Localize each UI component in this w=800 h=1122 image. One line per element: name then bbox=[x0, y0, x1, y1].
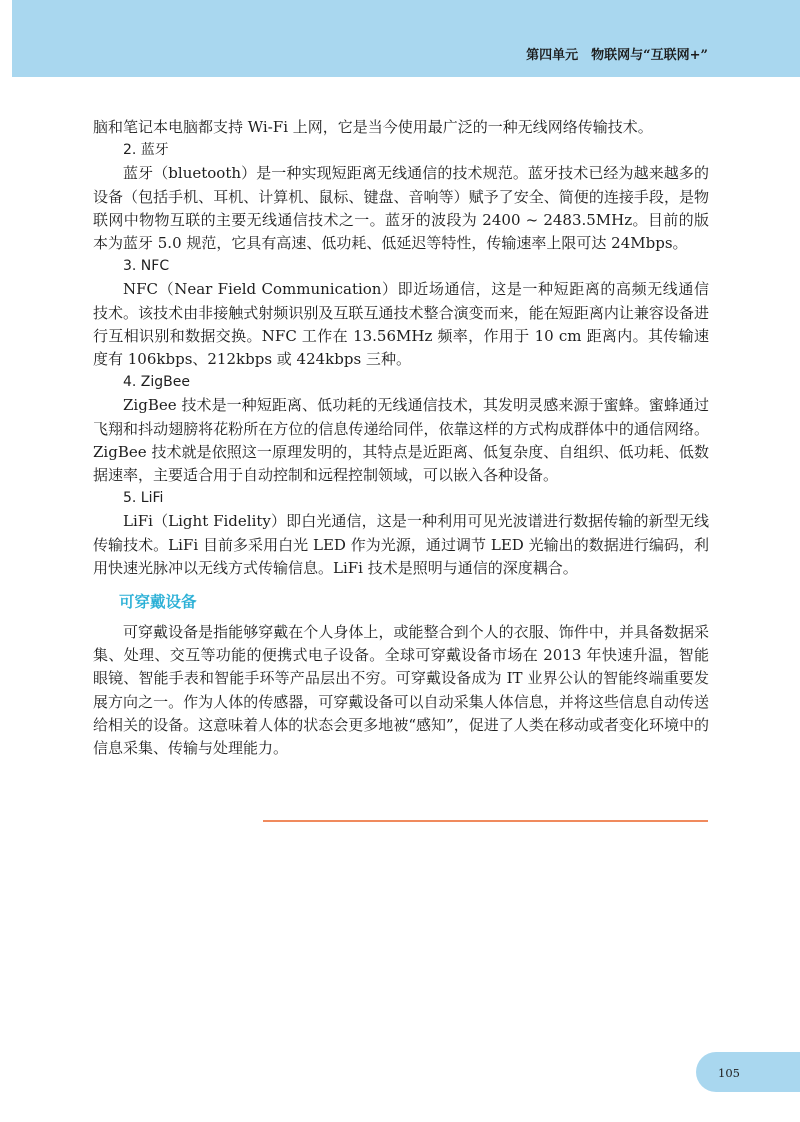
zigbee-paragraph: ZigBee 技术是一种短距离、低功耗的无线通信技术，其发明灵感来源于蜜蜂。蜜蜂通过飞翔和抖动翅膀将花粉所在方位的信息传递给同伴，依靠这样的方式构成群体中的通信网络。ZigBee 技术就是依照这一原理发明的，其特点是近距离、低复杂度、自组织、低功耗、低数据速率，主要适合用于自动控制和远程控制领域，可以嵌入各种设备。 bbox=[93, 396, 709, 485]
page-number-tab bbox=[696, 1052, 800, 1092]
page-number: 105 bbox=[718, 1066, 740, 1080]
wearable-paragraph: 可穿戴设备是指能够穿戴在个人身体上，或能整合到个人的衣服、饰件中，并具备数据采集、处理、交互等功能的便携式电子设备。全球可穿戴设备市场在 2013 年快速升温，智能眼镜、智能手表和智能手环等产品层出不穷。可穿戴设备成为 IT 业界公认的智能终端重要发展方向之一。作为人体的传感器，可穿戴设备可以自动采集人体信息，并将这些信息自动传送给相关的设备。这意味着人体的状态会更多地被“感知”，促进了人类在移动或者变化环境中的信息采集、传输与处理能力。 bbox=[93, 623, 709, 758]
zigbee-heading: 4. ZigBee bbox=[123, 374, 191, 391]
page-content bbox=[93, 116, 709, 760]
bluetooth-paragraph: 蓝牙（bluetooth）是一种实现短距离无线通信的技术规范。蓝牙技术已经为越来越多的设备（包括手机、耳机、计算机、鼠标、键盘、音响等）赋予了安全、简便的连接手段，是物联网中物物互联的主要无线通信技术之一。蓝牙的波段为 2400 ~ 2483.5MHz。目前的版本为蓝牙 5.0 规范，它具有高速、低功耗、低延迟等特性，传输速率上限可达 24Mbps。 bbox=[93, 164, 709, 253]
bluetooth-heading: 2. 蓝牙 bbox=[123, 142, 169, 159]
nfc-paragraph: NFC（Near Field Communication）即近场通信，这是一种短距离的高频无线通信技术。该技术由非接触式射频识别及互联互通技术整合演变而来，能在短距离内让兼容设备进行互相识别和数据交换。NFC 工作在 13.56MHz 频率，作用于 10 cm 距离内。其传输速度有 106kbps、212kbps 或 424kbps 三种。 bbox=[93, 280, 709, 369]
unit-title: 第四单元 物联网与“互联网+” bbox=[526, 48, 708, 63]
lifi-heading: 5. LiFi bbox=[123, 490, 164, 507]
section-divider bbox=[263, 820, 708, 822]
nfc-heading: 3. NFC bbox=[123, 258, 170, 275]
wearable-section-heading: 可穿戴设备 bbox=[119, 593, 197, 612]
lifi-paragraph: LiFi（Light Fidelity）即白光通信，这是一种利用可见光波谱进行数据传输的新型无线传输技术。LiFi 目前多采用白光 LED 作为光源，通过调节 LED 光输出的数据进行编码，利用快速光脉冲以无线方式传输信息。LiFi 技术是照明与通信的深度耦合。 bbox=[93, 512, 709, 577]
intro-paragraph: 脑和笔记本电脑都支持 Wi-Fi 上网，它是当今使用最广泛的一种无线网络传输技术。 bbox=[93, 118, 653, 136]
header-band bbox=[12, 0, 800, 77]
